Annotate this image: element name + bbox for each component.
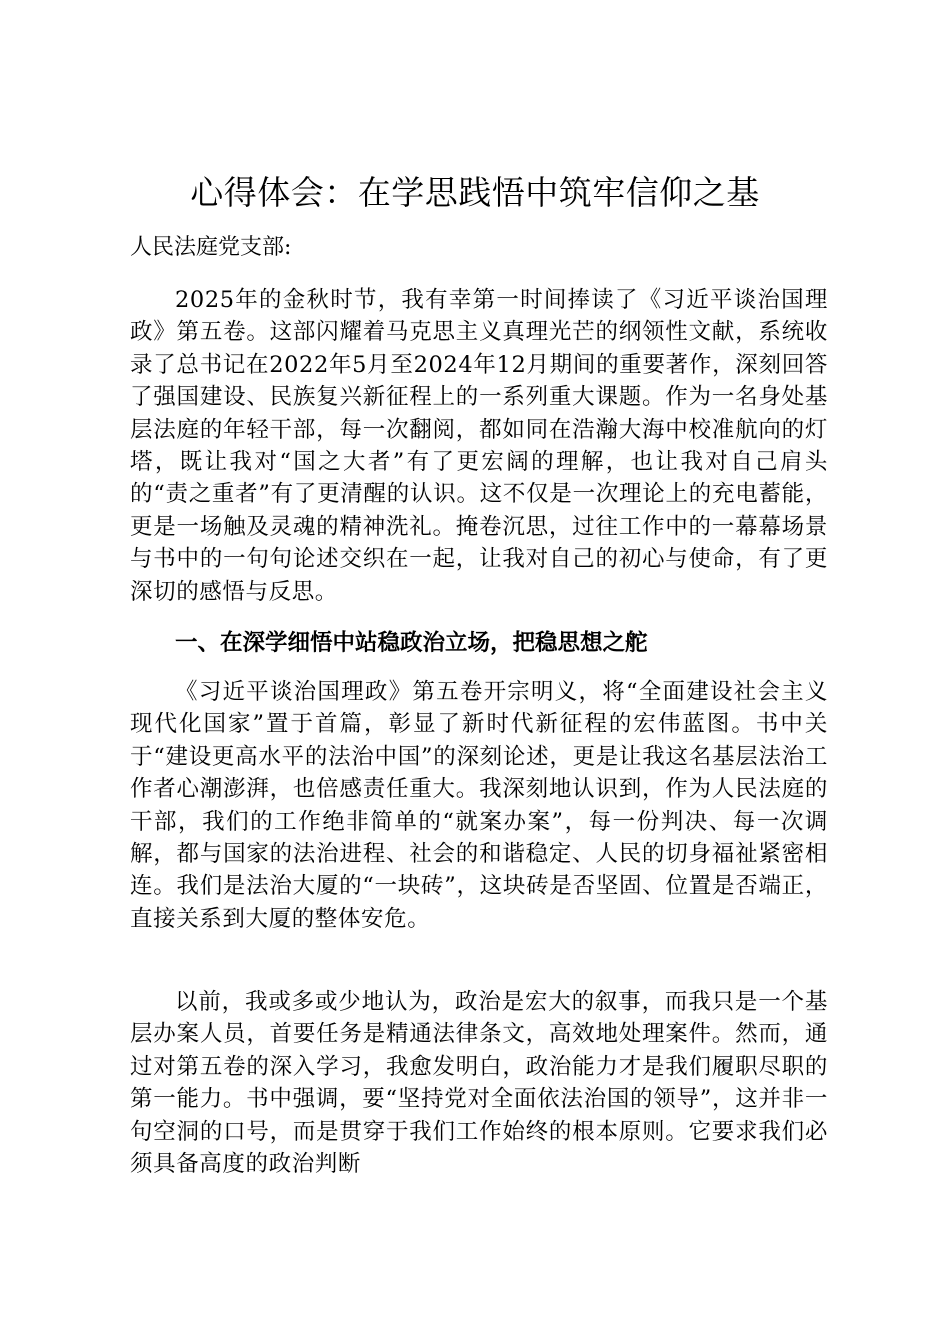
paragraph-intro: 2025年的金秋时节，我有幸第一时间捧读了《习近平谈治国理政》第五卷。这部闪耀着马克思主义真理光芒的纲领性文献，系统收录了总书记在2022年5月至2024年12月期间的重要著作，深刻回答了强国建设、民族复兴新征程上的一系列重大课题。作为一名身处基层法庭的年轻干部，每一次翻阅，都如同在浩瀚大海中校准航向的灯塔，既让我对“国之大者”有了更宏阔的理解，也让我对自己肩头的“责之重者”有了更清醒的认识。这不仅是一次理论上的充电蓄能，更是一场触及灵魂的精神洗礼。掩卷沉思，过往工作中的一幕幕场景与书中的一句句论述交织在一起，让我对自己的初心与使命，有了更深切的感悟与反思。 (130, 287, 828, 605)
paragraph-section-2: 以前，我或多或少地认为，政治是宏大的叙事，而我只是一个基层办案人员，首要任务是精通法律条文，高效地处理案件。然而，通过对第五卷的深入学习，我愈发明白，政治能力才是我们履职尽职的第一能力。书中强调，要“坚持党对全面依法治国的领导”，这并非一句空洞的口号，而是贯穿于我们工作始终的根本原则。它要求我们必须具备高度的政治判断 (130, 989, 828, 1178)
salutation: 人民法庭党支部: (130, 235, 292, 260)
paragraph-section-1: 《习近平谈治国理政》第五卷开宗明义，将“全面建设社会主义现代化国家”置于首篇，彰显了新时代新征程的宏伟蓝图。书中关于“建设更高水平的法治中国”的深刻论述，更是让我这名基层法治工作者心潮澎湃，也倍感责任重大。我深刻地认识到，作为人民法庭的干部，我们的工作绝非简单的“就案办案”，每一份判决、每一次调解，都与国家的法治进程、社会的和谐稳定、人民的切身福祉紧密相连。我们是法治大厦的“一块砖”，这块砖是否坚固、位置是否端正，直接关系到大厦的整体安危。 (130, 679, 828, 932)
section-heading: 一、在深学细悟中站稳政治立场，把稳思想之舵 (175, 630, 648, 656)
document-title: 心得体会：在学思践悟中筑牢信仰之基 (190, 173, 760, 212)
